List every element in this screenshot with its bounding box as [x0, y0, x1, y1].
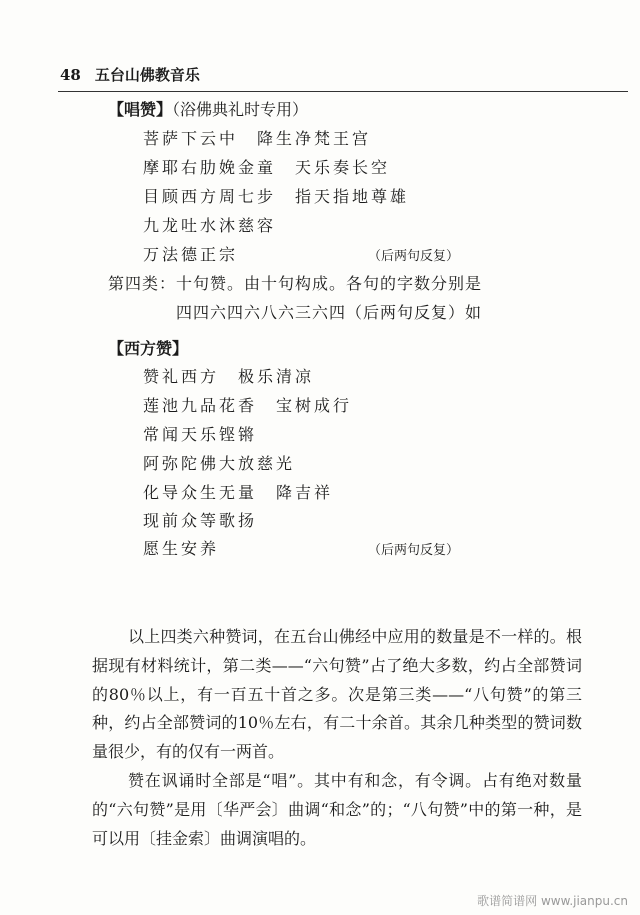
verse-line: 赞礼西方 极乐清凉	[143, 367, 315, 386]
running-header	[60, 64, 214, 85]
body-text	[92, 623, 582, 853]
verse-line: 九龙吐水沐慈容	[143, 216, 277, 235]
paragraph: 以上四类六种赞词，在五台山佛经中应用的数量是不一样的。根据现有材料统计，第二类——“六句赞”占了绝大多数，约占全部赞词的80％以上，有一百五十首之多。次是第三类——“八句赞”的第三种，约占全部赞词的10％左右，有二十余首。其余几种类型的赞词数量很少，有的仅有一两首。	[92, 627, 582, 762]
verse-line: 目顾西方周七步 指天指地尊雄	[143, 187, 410, 206]
verse-line: 万法德正宗	[143, 245, 239, 264]
paragraph: 赞在讽诵时全部是“唱”。其中有和念，有令调。占有绝对数量的“六句赞”是用〔华严会〕曲调“和念”的；“八句赞”中的第一种，是可以用〔挂金索〕曲调演唱的。	[92, 770, 582, 848]
repeat-note: （后两句反复）	[368, 543, 460, 558]
category-four-text: 第四类：十句赞。由十句构成。各句的字数分别是	[108, 274, 483, 293]
category-four-counts: 四四六四六八六三六四（后两句反复）如	[176, 303, 483, 322]
verse-line: 常闻天乐铿锵	[143, 425, 258, 444]
section-title: 【唱赞】	[108, 100, 173, 119]
book-title: 五台山佛教音乐	[94, 66, 200, 84]
section-heading-changzan	[108, 100, 308, 120]
repeat-note: （后两句反复）	[368, 249, 460, 264]
verse-line: 现前众等歌扬	[143, 511, 258, 530]
section-subtitle: （浴佛典礼时专用）	[172, 100, 309, 119]
verse-line: 化导众生无量 降吉祥	[143, 483, 334, 502]
header-rule	[58, 91, 628, 92]
verse-line: 莲池九品花香 宝树成行	[143, 396, 353, 415]
verse-line: 愿生安养	[143, 539, 220, 558]
watermark: 歌谱简谱网 www.jianpu.cn	[477, 894, 628, 908]
page-number: 48	[60, 66, 81, 84]
section-heading-xifangzan: 【西方赞】	[108, 339, 189, 358]
verse-line: 阿弥陀佛大放慈光	[143, 454, 296, 473]
verse-line: 菩萨下云中 降生净梵王宫	[143, 129, 372, 148]
verse-line: 摩耶右肋娩金童 天乐奏长空	[143, 158, 391, 177]
